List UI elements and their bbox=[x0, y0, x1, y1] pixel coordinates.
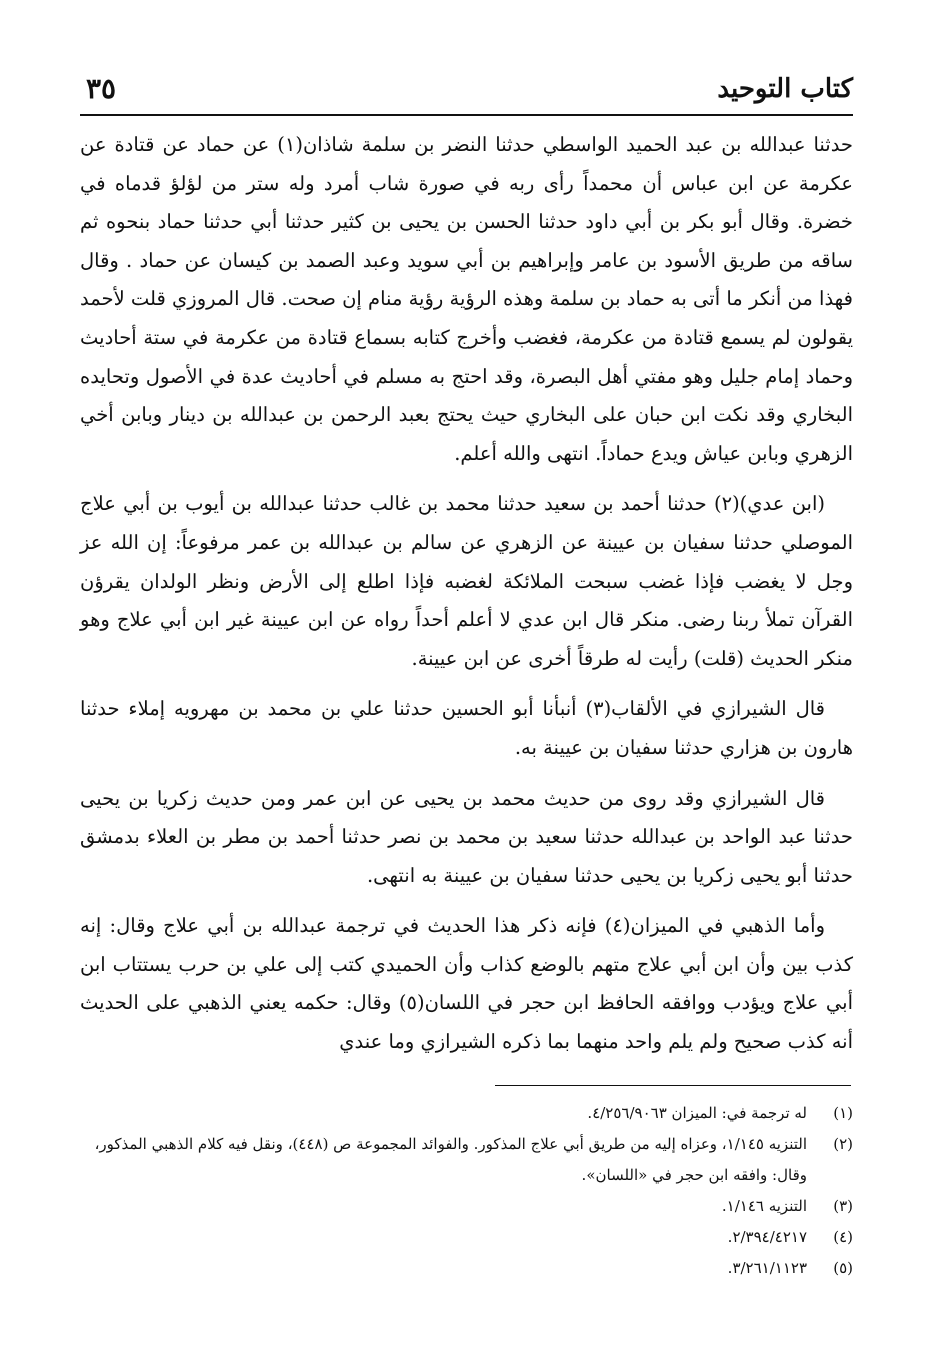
footnote-text: له ترجمة في: الميزان ٤/٢٥٦/٩٠٦٣. bbox=[587, 1104, 807, 1122]
footnote-text: التنزيه ١/١٤٥، وعزاه إليه من طريق أبي علاج المذكور. والفوائد المجموعة ص (٤٤٨)، ونقل فيه كلام الذهبي المذكور، وقال: وافقه ابن حجر في «اللسان». bbox=[94, 1135, 807, 1184]
footnote-text: التنزيه ١/١٤٦. bbox=[721, 1197, 807, 1215]
footnote-divider bbox=[495, 1085, 851, 1086]
main-text bbox=[80, 126, 853, 1074]
paragraph: حدثنا عبدالله بن عبد الحميد الواسطي حدثنا النضر بن سلمة شاذان(١) عن حماد عن قتادة عن عكرمة عن ابن عباس أن محمداً رأى ربه في صورة شاب أمرد وله ستر من لؤلؤ قدماه في خضرة. وقال أبو بكر بن أبي داود حدثنا الحسن بن يحيى بن كثير حدثنا أبي حدثنا حماد بنحوه ثم ساقه من طريق الأسود بن عامر وإبراهيم بن أبي سويد وعبد الصمد بن كيسان عن حماد . وقال فهذا من أنكر ما أتى به حماد بن سلمة وهذه الرؤية رؤية منام إن صحت. قال المروزي قلت لأحمد يقولون لم يسمع قتادة من عكرمة، فغضب وأخرج كتابه بسماع قتادة من عكرمة في ستة أحاديث وحماد إمام جليل وهو مفتي أهل البصرة، وقد احتج به مسلم في أحاديث عدة في الأصول وتحايده البخاري وقد نكت ابن حبان على البخاري حيث يحتج بعبد الرحمن بن عبدالله بن دينار وبابن أخي الزهري وبابن عياش ويدع حماداً. انتهى والله أعلم. bbox=[80, 133, 853, 465]
footnote bbox=[80, 1253, 853, 1284]
footnote-text: ٢/٣٩٤/٤٢١٧. bbox=[727, 1228, 807, 1246]
footnote-number: (١) bbox=[833, 1104, 853, 1122]
footnote-number: (٢) bbox=[833, 1135, 853, 1153]
paragraph: قال الشيرازي في الألقاب(٣) أنبأنا أبو الحسين حدثنا علي بن محمد بن مهرويه إملاء حدثنا هارون بن هزاري حدثنا سفيان بن عيينة به. bbox=[80, 697, 853, 759]
footnote-number: (٤) bbox=[833, 1228, 853, 1246]
footnote-number: (٣) bbox=[833, 1197, 853, 1215]
footnote bbox=[80, 1098, 853, 1129]
book-title: كتاب التوحيد bbox=[717, 74, 853, 104]
paragraph: قال الشيرازي وقد روى من حديث محمد بن يحيى عن ابن عمر ومن حديث زكريا بن يحيى حدثنا عبد الواحد بن عبدالله حدثنا سعيد بن محمد بن نصر حدثنا أحمد بن مطر بن العلاء بدمشق حدثنا أبو يحيى زكريا بن يحيى حدثنا سفيان بن عيينة به انتهى. bbox=[80, 786, 853, 887]
footnote bbox=[80, 1191, 853, 1222]
page-header bbox=[80, 70, 853, 116]
paragraph: (ابن عدي)(٢) حدثنا أحمد بن سعيد حدثنا محمد بن غالب حدثنا عبدالله بن أيوب بن أبي علاج الموصلي حدثنا سفيان بن عيينة عن الزهري عن سالم بن عبدالله بن عمر مرفوعاً: إن الله عز وجل لا يغضب فإذا غضب سبحت الملائكة لغضبه فإذا اطلع إلى الأرض ونظر الولدان يقرؤن القرآن تملأ ربنا رضى. منكر قال ابن عدي لا أعلم أحداً رواه عن ابن عيينة غير ابن أبي علاج وهو منكر الحديث (قلت) رأيت له طرقاً أخرى عن ابن عيينة. bbox=[80, 492, 853, 670]
paragraph: وأما الذهبي في الميزان(٤) فإنه ذكر هذا الحديث في ترجمة عبدالله بن أبي علاج وقال: إنه كذب بين وأن ابن أبي علاج متهم بالوضع كذاب وأن الحميدي كتب إلى علي بن حرب يستتاب ابن أبي علاج ويؤدب ووافقه الحافظ ابن حجر في اللسان(٥) وقال: حكمه يعني الذهبي على الحديث أنه كذب صحيح ولم يلم واحد منهما بما ذكره الشيرازي وما عندي bbox=[80, 914, 853, 1054]
footnotes bbox=[80, 1098, 853, 1284]
footnote-number: (٥) bbox=[833, 1259, 853, 1277]
footnote bbox=[80, 1222, 853, 1253]
page-number: ٣٥ bbox=[86, 72, 117, 105]
footnote-text: ٣/٢٦١/١١٢٣. bbox=[727, 1259, 807, 1277]
footnote bbox=[80, 1129, 853, 1191]
